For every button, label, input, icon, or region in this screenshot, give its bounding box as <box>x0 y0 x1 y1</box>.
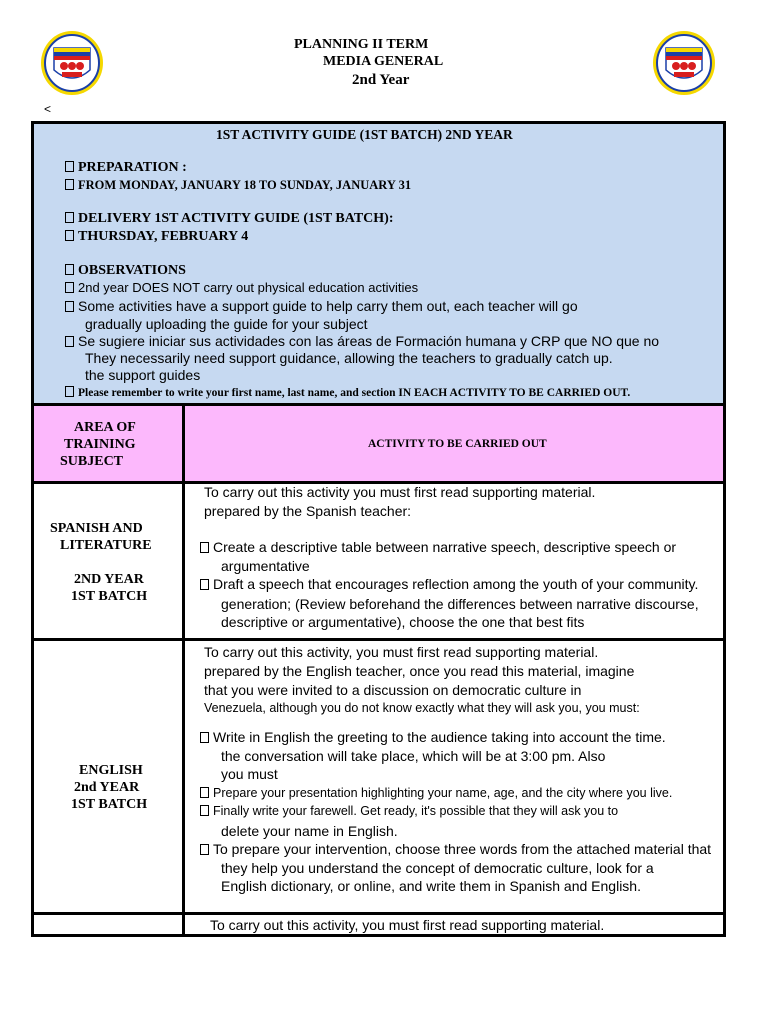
col-header-area-1: AREA OF <box>74 420 136 435</box>
english-bullet-1: Write in English the greeting to the audience taking into account the time. <box>200 729 666 745</box>
preparation-label: PREPARATION : <box>65 160 187 176</box>
subject-spanish-2: LITERATURE <box>60 538 152 553</box>
bullet-box-icon <box>200 579 209 590</box>
bullet-box-icon <box>65 161 74 172</box>
observation-1: 2nd year DOES NOT carry out physical education activities <box>65 280 418 295</box>
observation-3-cont2: the support guides <box>85 367 201 383</box>
row-divider <box>34 912 723 915</box>
col-header-area-2: TRAINING <box>64 437 136 452</box>
activity-table <box>31 121 726 937</box>
delivery-date: THURSDAY, FEBRUARY 4 <box>65 229 248 245</box>
observation-3: Se sugiere iniciar sus actividades con las áreas de Formación humana y CRP que NO que no <box>65 333 659 349</box>
observations-label: OBSERVATIONS <box>65 263 186 279</box>
column-divider <box>182 403 185 937</box>
spanish-bullet-1: Create a descriptive table between narrative speech, descriptive speech or <box>200 539 676 555</box>
observation-2-cont: gradually uploading the guide for your subject <box>85 316 368 332</box>
bullet-box-icon <box>65 264 74 275</box>
table-header-row <box>34 406 723 484</box>
observation-4: Please remember to write your first name, last name, and section IN EACH ACTIVITY TO BE CARRIED OUT. <box>65 386 630 399</box>
english-intro-2: prepared by the English teacher, once you read this material, imagine <box>204 663 635 679</box>
delivery-label: DELIVERY 1ST ACTIVITY GUIDE (1ST BATCH): <box>65 211 394 227</box>
observation-2: Some activities have a support guide to help carry them out, each teacher will go <box>65 298 578 314</box>
bullet-box-icon <box>200 542 209 553</box>
bullet-box-icon <box>200 732 209 743</box>
english-intro-3: that you were invited to a discussion on democratic culture in <box>204 682 582 698</box>
english-bullet-3: Finally write your farewell. Get ready, it's possible that they will ask you to <box>200 804 618 818</box>
next-intro-1: To carry out this activity, you must first read supporting material. <box>210 917 605 933</box>
col-header-area-3: SUBJECT <box>60 454 124 469</box>
subject-english-1: ENGLISH <box>79 763 143 778</box>
bullet-box-icon <box>65 230 74 241</box>
bullet-box-icon <box>200 844 209 855</box>
subject-spanish-year: 2ND YEAR <box>74 572 144 587</box>
english-bullet-2: Prepare your presentation highlighting your name, age, and the city where you live. <box>200 786 672 800</box>
guide-title: 1ST ACTIVITY GUIDE (1ST BATCH) 2ND YEAR <box>216 127 513 142</box>
preparation-dates: FROM MONDAY, JANUARY 18 TO SUNDAY, JANUARY 31 <box>65 178 411 193</box>
spanish-bullet-2: Draft a speech that encourages reflection among the youth of your community. <box>200 576 698 592</box>
col-header-activity: ACTIVITY TO BE CARRIED OUT <box>368 438 547 450</box>
bullet-box-icon <box>65 386 74 397</box>
header-year: 2nd Year <box>352 72 410 88</box>
english-bullet-4-cont: they help you understand the concept of democratic culture, look for a <box>221 860 654 876</box>
bullet-box-icon <box>65 301 74 312</box>
bullet-box-icon <box>65 212 74 223</box>
bullet-box-icon <box>200 805 209 816</box>
row-divider <box>34 638 723 641</box>
spanish-bullet-2-cont: generation; (Review beforehand the differences between narrative discourse, <box>221 596 699 612</box>
english-intro-4: Venezuela, although you do not know exactly what they will ask you, you must: <box>204 701 640 715</box>
subject-english-batch: 1ST BATCH <box>71 797 148 812</box>
spanish-bullet-1-cont: argumentative <box>221 558 310 574</box>
english-bullet-4-cont2: English dictionary, or online, and write them in Spanish and English. <box>221 878 641 894</box>
bullet-box-icon <box>65 179 74 190</box>
header-subtitle: MEDIA GENERAL <box>323 54 444 69</box>
header-title: PLANNING II TERM <box>294 37 429 52</box>
school-logo-right <box>652 30 716 96</box>
subject-english-year: 2nd YEAR <box>74 780 140 795</box>
english-bullet-3-cont: delete your name in English. <box>221 823 398 839</box>
subject-spanish-batch: 1ST BATCH <box>71 589 148 604</box>
english-bullet-1-cont: the conversation will take place, which will be at 3:00 pm. Also <box>221 748 606 764</box>
english-bullet-4: To prepare your intervention, choose three words from the attached material that <box>200 841 711 857</box>
bullet-box-icon <box>65 282 74 293</box>
subject-spanish-1: SPANISH AND <box>50 521 143 536</box>
english-intro-1: To carry out this activity, you must first read supporting material. <box>204 644 599 660</box>
stray-character: < <box>44 102 52 116</box>
bullet-box-icon <box>65 336 74 347</box>
spanish-intro-1: To carry out this activity you must first read supporting material. <box>204 484 596 500</box>
bullet-box-icon <box>200 787 209 798</box>
guide-info-block <box>34 124 723 406</box>
english-bullet-1-cont2: you must <box>221 766 278 782</box>
observation-3-cont: They necessarily need support guidance, allowing the teachers to gradually catch up. <box>85 350 613 366</box>
spanish-intro-2: prepared by the Spanish teacher: <box>204 503 412 519</box>
school-logo-left <box>40 30 104 96</box>
spanish-bullet-2-cont2: descriptive or argumentative), choose the one that best fits <box>221 614 585 630</box>
